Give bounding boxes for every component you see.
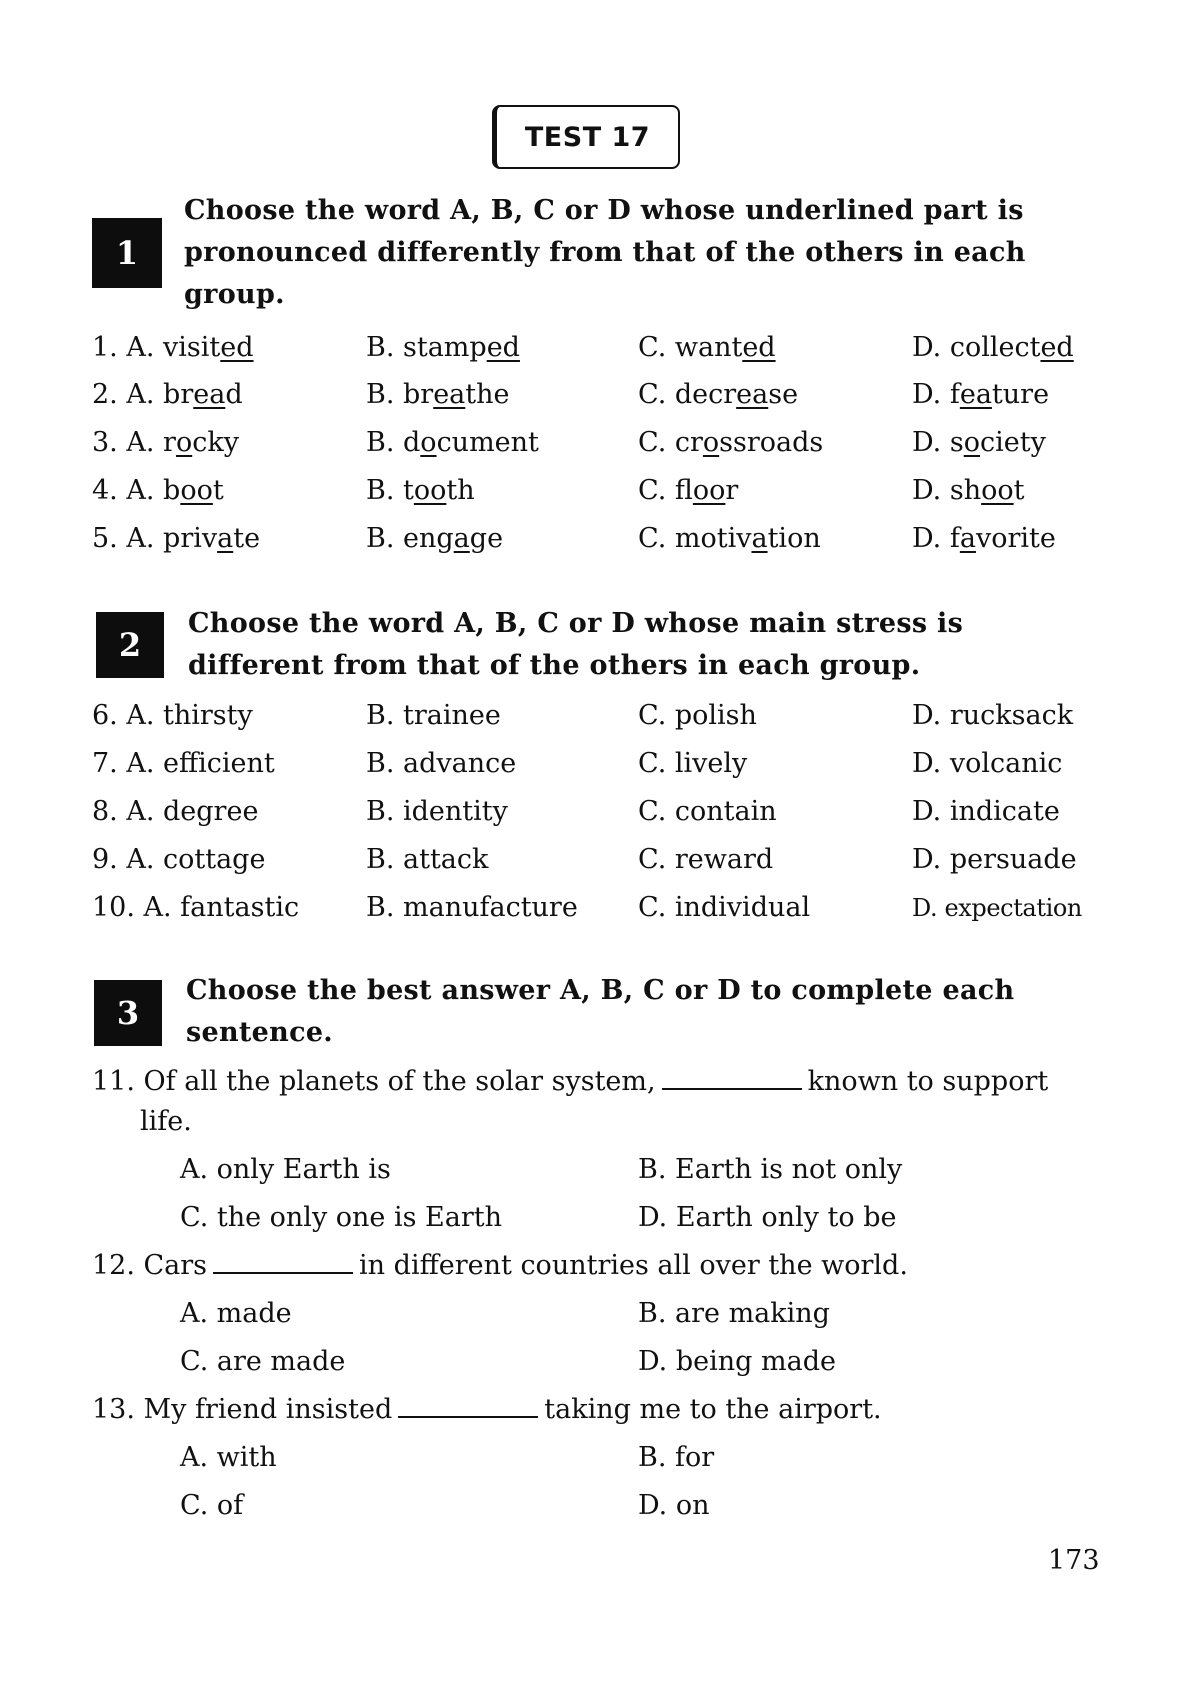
section-3-number: 3 [94, 980, 162, 1046]
answer-b: B. Earth is not only [638, 1154, 903, 1185]
option-d: D. rucksack [912, 700, 1074, 731]
answer-a: A. with [180, 1442, 277, 1473]
question-row [92, 792, 1092, 832]
option-c: C. reward [638, 844, 774, 875]
section-3-title-line: sentence. [186, 1017, 334, 1048]
option-c: C. individual [638, 892, 811, 923]
option-c: C. motivation [638, 523, 821, 554]
question-row [92, 423, 1092, 463]
answer-a: A. only Earth is [180, 1154, 391, 1185]
answer-b: B. for [638, 1442, 715, 1473]
option-c: C. floor [638, 475, 739, 506]
question-row [92, 888, 1092, 928]
question-row [92, 744, 1092, 784]
option-c: C. decrease [638, 379, 799, 410]
question-row [92, 375, 1092, 415]
option-a: 2. A. bread [92, 379, 243, 410]
option-a: 5. A. private [92, 523, 261, 554]
option-d: D. favorite [912, 523, 1056, 554]
option-c: C. crossroads [638, 427, 824, 458]
answer-row [180, 1294, 1080, 1334]
question-row [92, 840, 1092, 880]
option-a: 8. A. degree [92, 796, 259, 827]
option-c: C. lively [638, 748, 748, 779]
option-d: D. indicate [912, 796, 1060, 827]
question-13: 13. My friend insisted taking me to the airport. [92, 1390, 1092, 1430]
option-d: D. society [912, 427, 1046, 458]
answer-row [180, 1342, 1080, 1382]
answer-a: A. made [180, 1298, 292, 1329]
page-number: 173 [1048, 1545, 1100, 1576]
question-row [92, 696, 1092, 736]
answer-row [180, 1150, 1080, 1190]
option-d: D. shoot [912, 475, 1025, 506]
question-row [92, 471, 1092, 511]
test-title: TEST 17 [524, 121, 651, 153]
option-b: B. breathe [366, 379, 510, 410]
section-2-title-line: different from that of the others in each group. [188, 650, 921, 681]
section-3-title [186, 970, 1014, 1054]
option-b: B. trainee [366, 700, 501, 731]
section-2-number: 2 [96, 612, 164, 678]
answer-d: D. on [638, 1490, 710, 1521]
option-b: B. attack [366, 844, 489, 875]
question-12: 12. Cars in different countries all over the world. [92, 1246, 1092, 1286]
option-b: B. document [366, 427, 539, 458]
answer-d: D. being made [638, 1346, 836, 1377]
answer-blank [398, 1390, 538, 1418]
option-d: D. feature [912, 379, 1050, 410]
option-b: B. stamped [366, 332, 520, 363]
answer-c: C. the only one is Earth [180, 1202, 503, 1233]
section-2-title [188, 603, 963, 687]
option-c: C. polish [638, 700, 757, 731]
answer-c: C. are made [180, 1346, 346, 1377]
section-1-title-line: Choose the word A, B, C or D whose underlined part is [184, 195, 1024, 226]
option-a: 3. A. rocky [92, 427, 239, 458]
option-d: D. expectation [912, 894, 1082, 922]
option-a: 4. A. boot [92, 475, 224, 506]
option-d: D. persuade [912, 844, 1077, 875]
question-row [92, 519, 1092, 559]
question-11: 11. Of all the planets of the solar system, known to support [92, 1062, 1092, 1102]
answer-row [180, 1486, 1080, 1526]
option-d: D. collected [912, 332, 1074, 363]
option-d: D. volcanic [912, 748, 1063, 779]
option-a: 1. A. visited [92, 332, 254, 363]
option-a: 7. A. efficient [92, 748, 275, 779]
option-a: 10. A. fantastic [92, 892, 300, 923]
section-1-title-line: pronounced differently from that of the others in each [184, 237, 1026, 268]
option-b: B. advance [366, 748, 517, 779]
answer-c: C. of [180, 1490, 244, 1521]
section-3-title-line: Choose the best answer A, B, C or D to complete each [186, 975, 1015, 1006]
option-b: B. manufacture [366, 892, 578, 923]
question-row [92, 328, 1092, 368]
section-1-title-line: group. [184, 279, 285, 310]
section-1-title [184, 190, 1026, 316]
question-11-continuation: life. [140, 1106, 192, 1137]
option-a: 9. A. cottage [92, 844, 266, 875]
section-2-title-line: Choose the word A, B, C or D whose main stress is [188, 608, 964, 639]
answer-blank [213, 1246, 353, 1274]
answer-blank [662, 1062, 802, 1090]
option-a: 6. A. thirsty [92, 700, 253, 731]
option-b: B. engage [366, 523, 504, 554]
answer-row [180, 1198, 1080, 1238]
section-1-number: 1 [92, 218, 162, 288]
answer-b: B. are making [638, 1298, 830, 1329]
answer-d: D. Earth only to be [638, 1202, 897, 1233]
option-b: B. identity [366, 796, 508, 827]
option-c: C. wanted [638, 332, 776, 363]
answer-row [180, 1438, 1080, 1478]
option-b: B. tooth [366, 475, 475, 506]
test-title-box [492, 105, 680, 169]
option-c: C. contain [638, 796, 777, 827]
